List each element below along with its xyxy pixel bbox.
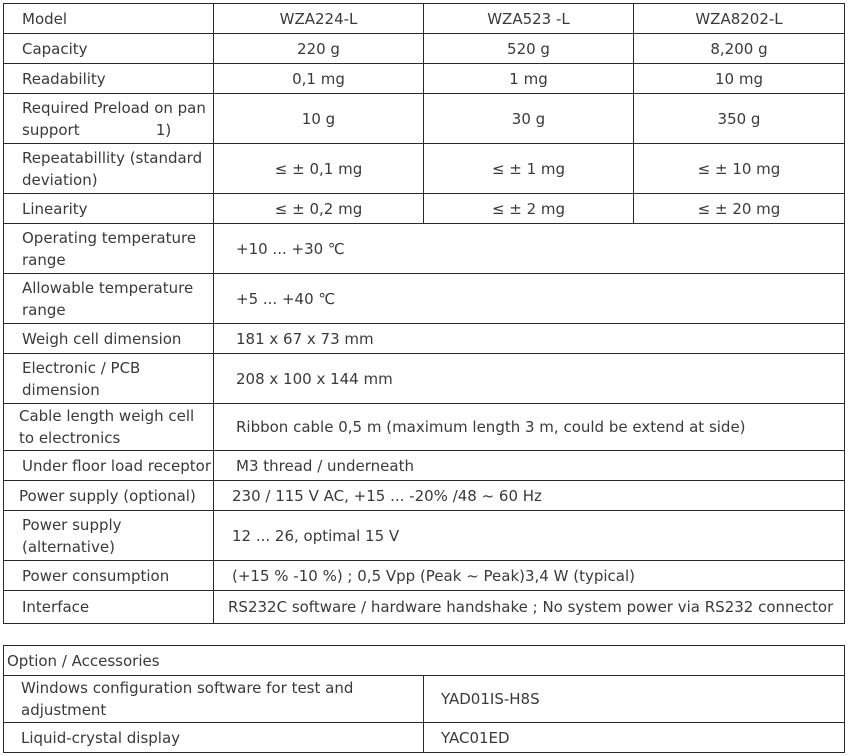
- cell-value: 10 g: [214, 94, 424, 144]
- specifications-table: [3, 3, 845, 624]
- table-row: [4, 274, 845, 324]
- cell-value: 0,1 mg: [214, 64, 424, 94]
- table-row: [4, 324, 845, 354]
- row-label: Liquid-crystal display: [4, 723, 424, 753]
- table-row: [4, 676, 845, 723]
- table-row: [4, 723, 845, 753]
- table-row: [4, 591, 845, 624]
- cell-value: 1 mg: [424, 64, 634, 94]
- cell-value: ≤ ± 0,2 mg: [214, 194, 424, 224]
- row-label: Capacity: [4, 34, 214, 64]
- cell-value: YAC01ED: [424, 723, 845, 753]
- row-label: Weigh cell dimension: [4, 324, 214, 354]
- cell-value: +10 ... +30 ℃: [214, 224, 845, 274]
- cell-value: 12 ... 26, optimal 15 V: [214, 511, 845, 561]
- table-row: [4, 451, 845, 481]
- cell-value: 8,200 g: [634, 34, 845, 64]
- table-row: [4, 94, 845, 144]
- cell-value: 520 g: [424, 34, 634, 64]
- cell-value: 220 g: [214, 34, 424, 64]
- table-row: [4, 354, 845, 404]
- table-row: [4, 224, 845, 274]
- table-row: [4, 404, 845, 451]
- row-label: Allowable temperature range: [4, 274, 214, 324]
- row-label: Readability: [4, 64, 214, 94]
- row-label: Power supply (optional): [4, 481, 214, 511]
- cell-value: 208 x 100 x 144 mm: [214, 354, 845, 404]
- cell-value: YAD01IS-H8S: [424, 676, 845, 723]
- cell-value: WZA523 -L: [424, 4, 634, 34]
- row-label: Windows configuration software for test and adjustment: [4, 676, 424, 723]
- row-label: Power consumption: [4, 561, 214, 591]
- row-label: Electronic / PCB dimension: [4, 354, 214, 404]
- cell-value: 30 g: [424, 94, 634, 144]
- cell-value: ≤ ± 1 mg: [424, 144, 634, 194]
- cell-value: M3 thread / underneath: [214, 451, 845, 481]
- cell-value: ≤ ± 20 mg: [634, 194, 845, 224]
- cell-value: WZA224-L: [214, 4, 424, 34]
- table-row: [4, 34, 845, 64]
- row-label: Power supply (alternative): [4, 511, 214, 561]
- cell-value: 181 x 67 x 73 mm: [214, 324, 845, 354]
- cell-value: (+15 % -10 %) ; 0,5 Vpp (Peak ~ Peak)3,4 W (typical): [214, 561, 845, 591]
- cell-value: ≤ ± 10 mg: [634, 144, 845, 194]
- row-label: Interface: [4, 591, 214, 624]
- table-row: [4, 646, 845, 676]
- row-label: Linearity: [4, 194, 214, 224]
- cell-value: 230 / 115 V AC, +15 ... -20% /48 ~ 60 Hz: [214, 481, 845, 511]
- cell-value: ≤ ± 0,1 mg: [214, 144, 424, 194]
- row-label: Cable length weigh cell to electronics: [4, 404, 214, 451]
- row-label: Repeatabillity (standard deviation): [4, 144, 214, 194]
- section-title: Option / Accessories: [4, 646, 845, 676]
- table-row: [4, 481, 845, 511]
- row-label: Under floor load receptor: [4, 451, 214, 481]
- table-row: [4, 194, 845, 224]
- cell-value: 10 mg: [634, 64, 845, 94]
- cell-value: Ribbon cable 0,5 m (maximum length 3 m, could be extend at side): [214, 404, 845, 451]
- cell-value: +5 ... +40 ℃: [214, 274, 845, 324]
- row-label: Required Preload on pan support 1): [4, 94, 214, 144]
- table-row: [4, 511, 845, 561]
- cell-value: WZA8202-L: [634, 4, 845, 34]
- cell-value: RS232C software / hardware handshake ; No system power via RS232 connector: [214, 591, 845, 624]
- cell-value: ≤ ± 2 mg: [424, 194, 634, 224]
- cell-value: 350 g: [634, 94, 845, 144]
- row-label: Model: [4, 4, 214, 34]
- table-row: [4, 144, 845, 194]
- table-row: [4, 561, 845, 591]
- row-label: Operating temperature range: [4, 224, 214, 274]
- table-row: [4, 64, 845, 94]
- table-row: [4, 4, 845, 34]
- options-accessories-table: [3, 645, 845, 753]
